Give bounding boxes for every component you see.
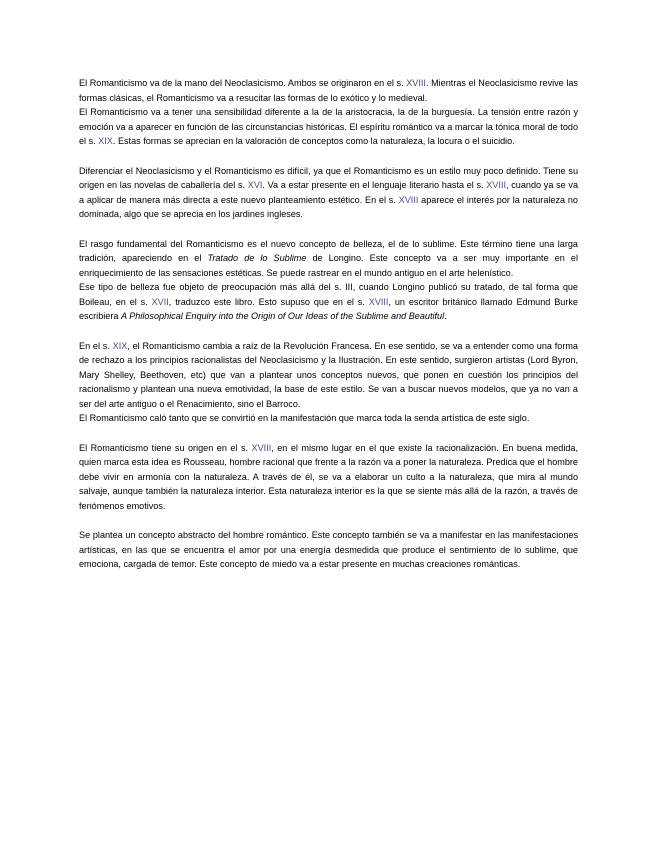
paragraph-3a: El rasgo fundamental del Romanticismo es el nuevo concepto de belleza, el de lo sublime. Este término tiene una larga tradición, apareciendo en el Tratado de lo Sublime de Longino. Este concepto va a ser muy importante en el enriquecimiento de las sensaciones estéticas. Se puede rastrear en el mundo antiguo en el arte helenístico. (79, 238, 578, 278)
paragraph-5: El Romanticismo tiene su origen en el s. XVIII, en el mismo lugar en el que existe la racionalización. En buena medida, quien marca esta idea es Rousseau, hombre racional que frente a la razón va a poner la naturaleza. Predica que el hombre debe vivir en armonía con la naturaleza. A través de él, se va a elaborar un culto a la naturaleza, que mira al mundo salvaje, aunque también la naturaleza interior. Esta naturaleza interior es la que se siente más allá de la razón, a través de fenómenos emotivos. (79, 442, 579, 511)
roman-numeral: XVII (151, 296, 169, 307)
roman-numeral: XVIII (398, 194, 419, 205)
paragraph-4a: En el s. XIX, el Romanticismo cambia a raíz de la Revolución Francesa. En ese sentido, se va a entender como una forma de rechazo a los principios racionalistas del Neoclasicismo y la Ilustración. En este sentido, surgieron artistas (Lord Byron, Mary Shelley, Beethoven, etc) que van a plantear unos conceptos nuevos, que ponen en cuestión los principios del racionalismo y plantean una nueva emotividad, la base de este estilo. Se van a buscar nuevos modelos, que ya no van a ser del arte antiguo o el Renacimiento, sino el Barroco. (79, 340, 578, 409)
book-title: Tratado de lo Sublime (207, 253, 307, 263)
paragraph-1b: El Romanticismo va a tener una sensibilidad diferente a la de la aristocracia, la de la burguesía. La tensión entre razón y emoción va a aparecer en función de las circunstancias históricas. El espíritu romántico va a marcar la tónica moral de todo el s. XIX. Estas formas se aprecian en la valoración de conceptos como la naturaleza, la locura o el suicidio. (79, 107, 578, 146)
roman-numeral: XVIII (486, 180, 507, 190)
roman-numeral: XVI (247, 180, 263, 190)
roman-numeral: XVIII (406, 78, 426, 88)
roman-numeral: XVIII (368, 296, 389, 307)
roman-numeral: XIX (112, 340, 128, 351)
paragraph-4b: El Romanticismo caló tanto que se convirtió en la manifestación que marca toda la senda artística de este siglo. (79, 413, 530, 423)
paragraph-3b: Ese tipo de belleza fue objeto de preocupación más allá del s. III, cuando Longino publicó su tratado, de tal forma que Boileau, en el s. XVII, traduzco este libro. Esto supuso que en el s. XVIII, un escritor británico llamado Edmund Burke escribiera A Philosophical Enquiry into the Origin of Our Ideas of the Sublime and Beautiful. (79, 282, 578, 321)
paragraph-6: Se plantea un concepto abstracto del hombre romántico. Este concepto también se va a manifestar en las manifestaciones artísticas, en las que se encuentra el amor por una energía desmedida que produce el sentimiento de lo sublime, que emociona, cargada de temor. Este concepto de miedo va a estar presente en muchas creaciones románticas. (79, 530, 578, 569)
roman-numeral: XIX (98, 136, 113, 146)
book-title: A Philosophical Enquiry into the Origin of Our Ideas of the Sublime and Beautiful (120, 311, 445, 321)
paragraph-2: Diferenciar el Neoclasicismo y el Romanticismo es difícil, ya que el Romanticismo es un estilo muy poco definido. Tiene su origen en las novelas de caballería del s. XVI. Va a estar presente en el lenguaje literario hasta el s. XVIII, cuando ya se va a aplicar de manera más directa a este nuevo planteamiento estético. En el s. XVIII aparece el interés por la naturaleza no dominada, algo que se aprecia en los jardines ingleses. (79, 165, 579, 219)
paragraph-1a: El Romanticismo va de la mano del Neoclasicismo. Ambos se originaron en el s. XVIII. Mientras el Neoclasicismo revive las formas clásicas, el Romanticismo va a resucitar las formas de lo exótico y lo medieval. (79, 78, 578, 103)
roman-numeral: XVIII (251, 442, 272, 453)
